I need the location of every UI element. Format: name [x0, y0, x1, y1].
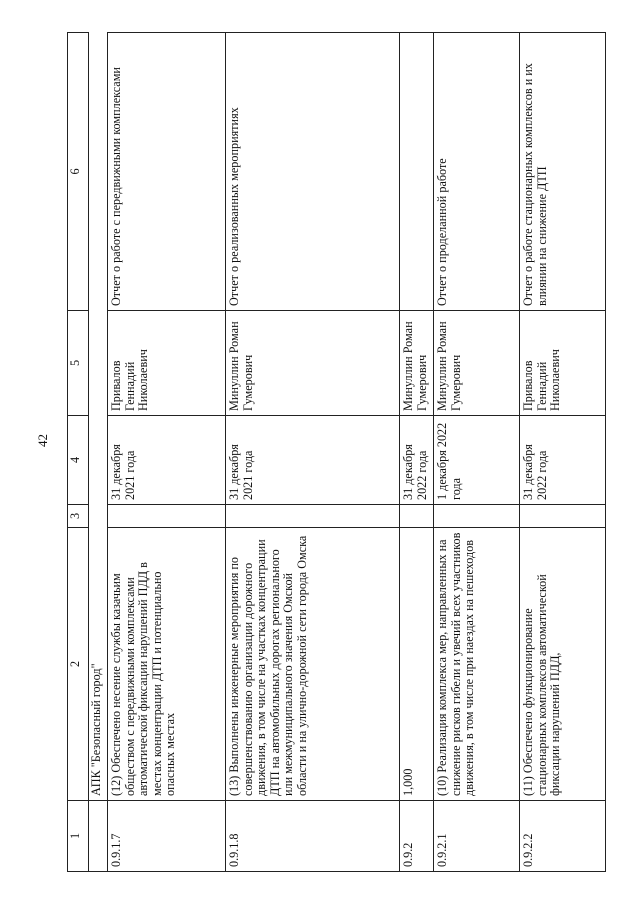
row-id: 0.9.2.1: [434, 801, 520, 872]
row-col3: [520, 505, 606, 528]
plan-table: [67, 32, 606, 872]
row-id: 0.9.1.7: [108, 801, 226, 872]
row-result: Отчет о проделанной работе: [434, 33, 520, 311]
row-id: 0.9.2.2: [520, 801, 606, 872]
row-description: (10) Реализация комплекса мер, направленных на снижение рисков гибели и увечий всех участников движения, в том числе при наездах на пешеходов: [434, 528, 520, 801]
row-responsible: Минуллин Роман Гумерович: [226, 311, 400, 416]
row-col3: [108, 505, 226, 528]
row-id: 0.9.2: [400, 801, 434, 872]
header-cell: 1: [68, 801, 89, 872]
row-result: [400, 33, 434, 311]
table-row: [434, 33, 520, 872]
header-cell: 4: [68, 416, 89, 505]
table-row: [400, 33, 434, 872]
document-table-sheet: [67, 32, 605, 872]
row-date: 31 декабря 2022 года: [400, 416, 434, 505]
row-description: 1,000: [400, 528, 434, 801]
row-result: Отчет о реализованных мероприятиях: [226, 33, 400, 311]
row-description: (13) Выполнены инженерные мероприятия по совершенствованию организации дорожного движения, в том числе на участках концентрации ДТП на автомобильных дорогах регионального или межмуниципального значения Омской области и на улично-дорожной сети города Омска: [226, 528, 400, 801]
row-responsible: Минуллин Роман Гумерович: [400, 311, 434, 416]
section-row: [89, 33, 108, 872]
row-col3: [434, 505, 520, 528]
table-row: [108, 33, 226, 872]
row-description: (11) Обеспечено функционирование стационарных комплексов автоматической фиксации нарушений ПДД,: [520, 528, 606, 801]
header-cell: 3: [68, 505, 89, 528]
header-cell: 5: [68, 311, 89, 416]
section-id-cell: [89, 801, 108, 872]
row-date: 1 декабря 2022 года: [434, 416, 520, 505]
section-title: АПК "Безопасный город": [89, 33, 108, 801]
row-responsible: Минуллин Роман Гумерович: [434, 311, 520, 416]
row-date: 31 декабря 2021 года: [226, 416, 400, 505]
row-description: (12) Обеспечено несение службы казачьим обществом с передвижными комплексами автоматической фиксации нарушений ПДД в местах концентрации ДТП и потенциально опасных местах: [108, 528, 226, 801]
row-date: 31 декабря 2022 года: [520, 416, 606, 505]
row-col3: [400, 505, 434, 528]
header-cell: 6: [68, 33, 89, 311]
row-responsible: Привалов Геннадий Николаевич: [520, 311, 606, 416]
row-result: Отчет о работе с передвижными комплексами: [108, 33, 226, 311]
row-responsible: Привалов Геннадий Николаевич: [108, 311, 226, 416]
header-cell: 2: [68, 528, 89, 801]
row-id: 0.9.1.8: [226, 801, 400, 872]
row-result: Отчет о работе стационарных комплексов и их влиянии на снижение ДТП: [520, 33, 606, 311]
page-number: 42: [35, 434, 50, 447]
table-header-row: [68, 33, 89, 872]
table-row: [520, 33, 606, 872]
row-col3: [226, 505, 400, 528]
row-date: 31 декабря 2021 года: [108, 416, 226, 505]
table-row: [226, 33, 400, 872]
